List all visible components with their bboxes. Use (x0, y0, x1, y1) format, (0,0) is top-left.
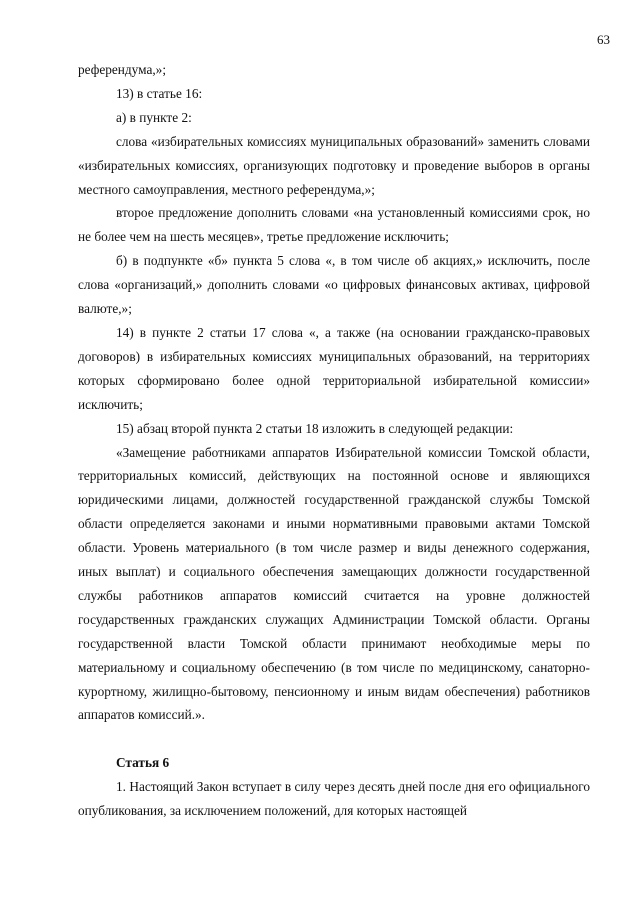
paragraph-item-13: 13) в статье 16: (116, 85, 203, 101)
paragraph-subitem-b: б) в подпункте «б» пункта 5 слова «, в том числе об акциях,» исключить, после слова «организаций,» дополнить словами «о цифровых финансовых активах, цифровой валюте,»; (78, 253, 590, 317)
paragraph-subitem-a: а) в пункте 2: (116, 109, 192, 125)
paragraph-replace-words: слова «избирательных комиссиях муниципальных образований» заменить словами «избирательных комиссиях, организующих подготовку и проведение выборов в органы местного самоуправления, местного референдума,»; (78, 133, 590, 197)
paragraph-second-sentence: второе предложение дополнить словами «на установленный комиссиями срок, но не более чем на шесть месяцев», третье предложение исключить; (78, 205, 590, 245)
paragraph-item-15: 15) абзац второй пункта 2 статьи 18 изложить в следующей редакции: (116, 420, 514, 436)
section-paragraph-1: 1. Настоящий Закон вступает в силу через десять дней после дня его официального опубликования, за исключением положений, для которых настоящей (78, 779, 590, 819)
document-body (78, 58, 590, 823)
paragraph-continuation: референдума,»; (78, 62, 167, 77)
paragraph-item-14: 14) в пункте 2 статьи 17 слова «, а также (на основании гражданско-правовых договоров) в избирательных комиссиях муниципальных образований, на территориях которых сформировано более одной территориальной избирательной комиссии» исключить; (78, 324, 590, 412)
section-heading: Статья 6 (116, 755, 170, 771)
paragraph-quoted-text: «Замещение работниками аппаратов Избирательной комиссии Томской области, территориальных комиссий, действующих на постоянной основе и являющихся юридическими лицами, должностей государственной гражданской службы Томской области определяется законами и иными нормативными правовыми актами Томской области. Уровень материального (в том числе размер и виды денежного содержания, иных выплат) и социального обеспечения замещающих должности государственной службы работников аппаратов комиссий считается на уровне должностей государственных гражданских служащих Администрации Томской области. Органы государственной власти Томской области принимают необходимые меры по материальному и социальному обеспечению (в том числе по медицинскому, санаторно-курортному, жилищно-бытовому, пенсионному и иным видам обеспечения) работников аппаратов комиссий.». (78, 444, 590, 723)
page-number: 63 (597, 32, 610, 47)
